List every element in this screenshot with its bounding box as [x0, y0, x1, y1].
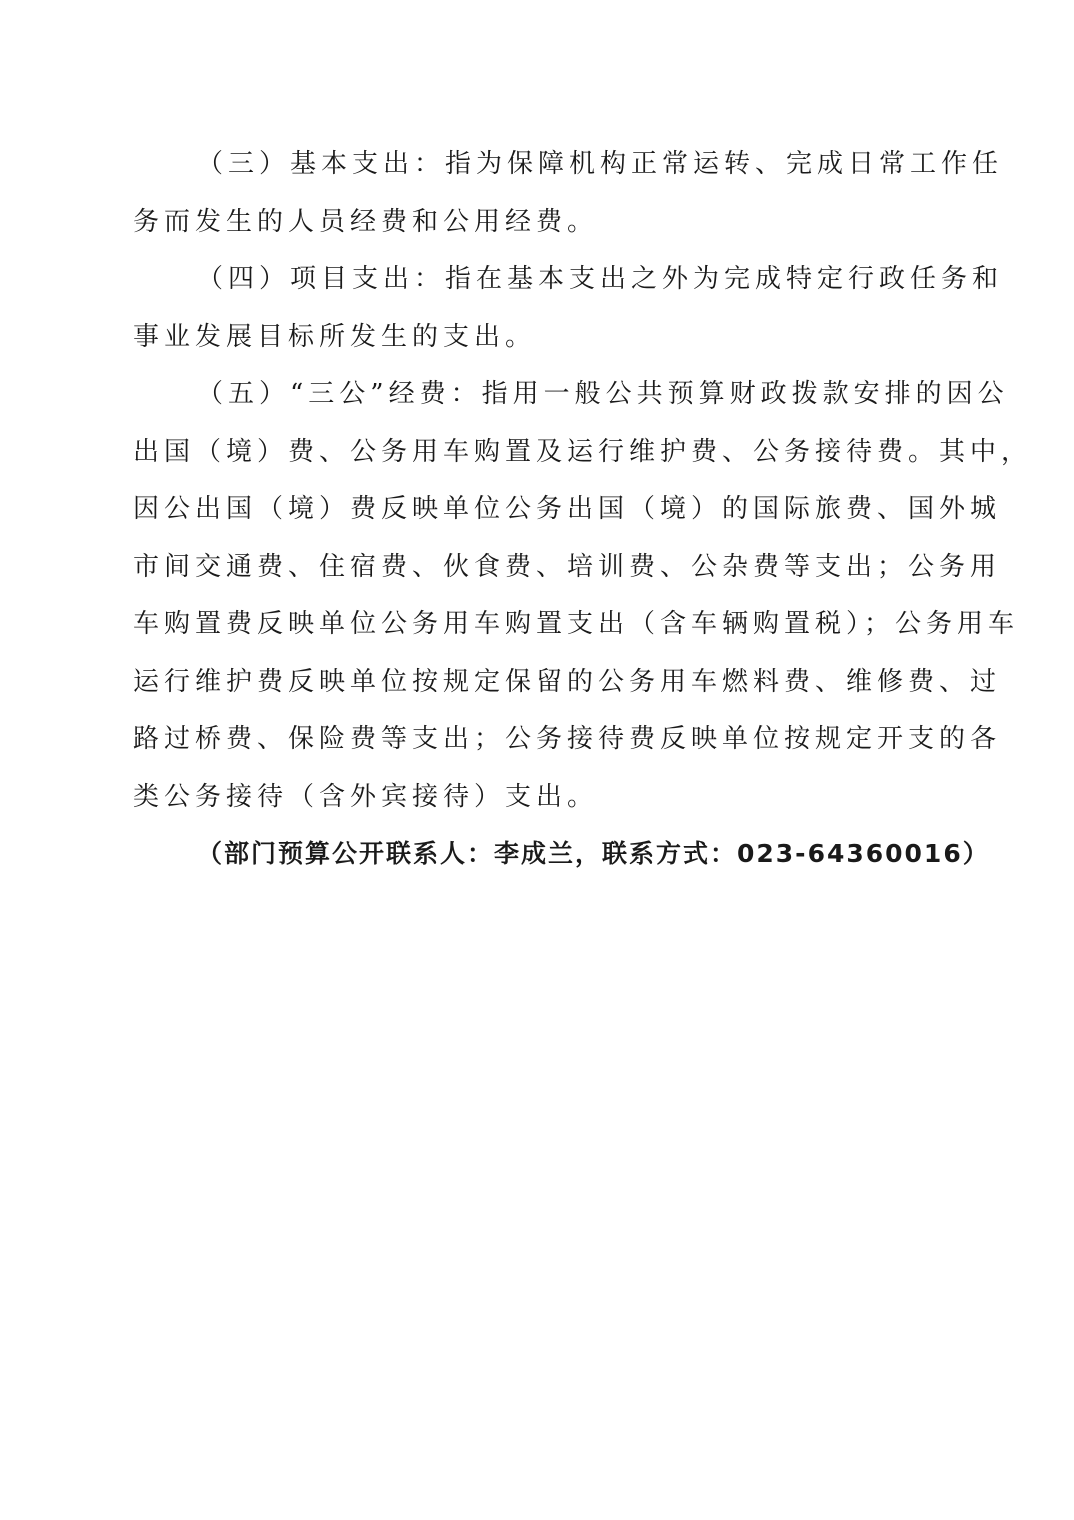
paragraph-line: 路过桥费、保险费等支出；公务接待费反映单位按规定开支的各: [133, 724, 1002, 754]
paragraph-line: （三）基本支出：指为保障机构正常运转、完成日常工作任: [197, 149, 1004, 179]
paragraph-line: （四）项目支出：指在基本支出之外为完成特定行政任务和: [197, 264, 1004, 294]
paragraph-three-public-expenses: [133, 370, 1033, 830]
paragraph-line: 因公出国（境）费反映单位公务出国（境）的国际旅费、国外城: [133, 494, 1002, 524]
paragraph-project-expenditure: [133, 255, 1004, 370]
paragraph-line: 运行维护费反映单位按规定保留的公务用车燃料费、维修费、过: [133, 666, 1002, 697]
paragraph-basic-expenditure: [133, 140, 1004, 255]
paragraph-line: 市间交通费、住宿费、伙食费、培训费、公杂费等支出；公务用: [133, 551, 1002, 582]
contact-info: （部门预算公开联系人：李成兰，联系方式：023-64360016）: [197, 839, 990, 868]
paragraph-line: 车购置费反映单位公务用车购置支出（含车辆购置税）；公务用车: [133, 609, 1020, 639]
paragraph-line: 类公务接待（含外宾接待）支出。: [133, 781, 599, 812]
paragraph-line: 事业发展目标所发生的支出。: [133, 321, 537, 352]
document-body: [133, 140, 1033, 888]
paragraph-line: 出国（境）费、公务用车购置及运行维护费、公务接待费。其中，: [133, 436, 1033, 467]
paragraph-line: 务而发生的人员经费和公用经费。: [133, 206, 599, 237]
paragraph-line: （五）“三公”经费：指用一般公共预算财政拨款安排的因公: [197, 379, 1009, 409]
